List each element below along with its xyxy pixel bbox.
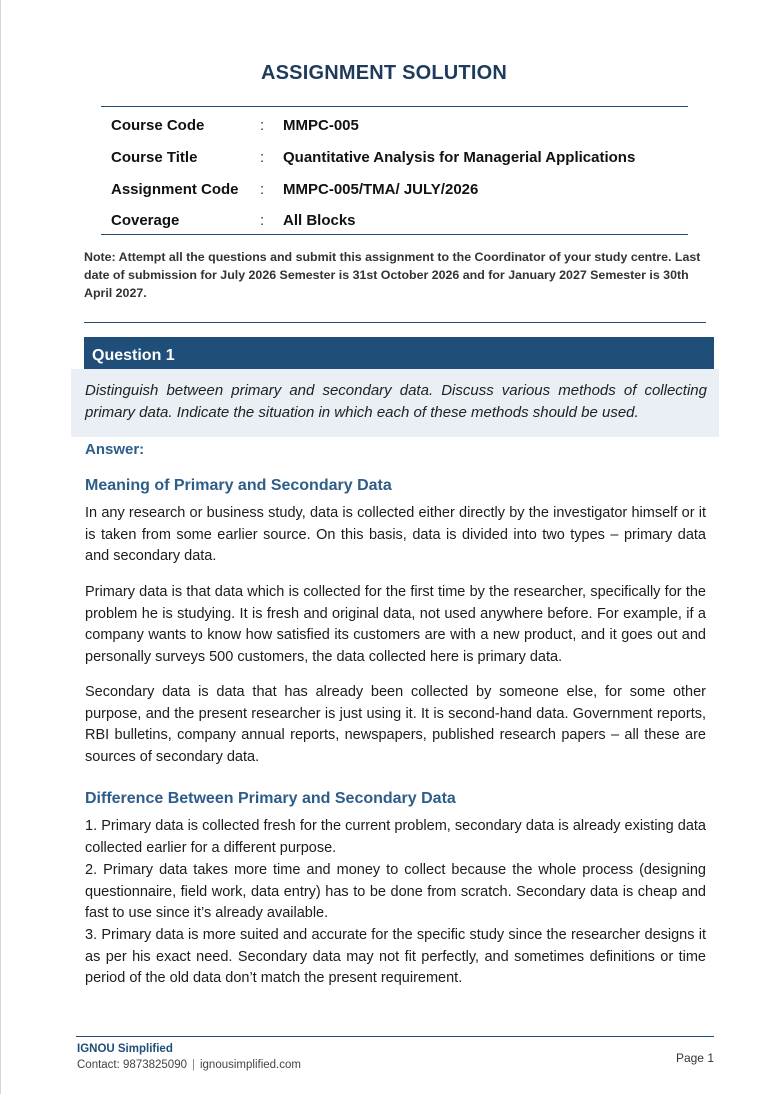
page-title: ASSIGNMENT SOLUTION (260, 62, 508, 84)
submission-note: Note: Attempt all the questions and submit this assignment to the Coordinator of your study centre. Last date of submission for July 2026 Semester is 31st October 2026 and for January 2027 Semester is 30th April 2027. (84, 250, 701, 300)
section-heading-meaning: Meaning of Primary and Secondary Data (85, 477, 392, 494)
footer-separator: | (191, 1059, 195, 1071)
list-item: 1. Primary data is collected fresh for the current problem, secondary data is already existing data collected earlier for a different purpose. (85, 818, 706, 856)
answer-label: Answer: (85, 441, 145, 458)
paragraph: Secondary data is data that has already been collected by someone else, for some other purpose, and the present researcher is just using it. It is second-hand data. Government reports, RBI bulletins, company annual reports, newspapers, published research papers – all these are sources of secondary data. (85, 684, 706, 765)
section-heading-difference: Difference Between Primary and Secondary Data (85, 790, 456, 807)
info-value: All Blocks (283, 212, 356, 229)
info-value: MMPC-005 (283, 117, 359, 134)
info-colon: : (260, 149, 265, 166)
list-item: 2. Primary data takes more time and money to collect because the whole process (designing questionnaire, field work, data entry) has to be done from scratch. Secondary data is cheap and fast to use since it’s already available. (85, 862, 706, 922)
paragraph: Primary data is that data which is collected for the first time by the researcher, specifically for the problem he is studying. It is fresh and original data, not used anywhere before. For example, if a company wants to know how satisfied its customers are with a new product, and it goes out and personally surveys 500 customers, the data collected here is primary data. (85, 584, 706, 665)
footer-phone: Contact: 9873825090 (77, 1059, 187, 1071)
header-rule-bottom (101, 234, 688, 235)
list-item: 3. Primary data is more suited and accurate for the specific study since the researcher designs it as per his exact need. Secondary data may not fit perfectly, and sometimes definitions or time period of the old data don’t match the present requirement. (85, 927, 706, 987)
info-colon: : (260, 117, 265, 134)
footer-contact (77, 1059, 301, 1071)
info-label: Course Code (111, 117, 205, 134)
question-heading: Question 1 (84, 337, 714, 369)
info-colon: : (260, 212, 265, 229)
question-text: Distinguish between primary and secondary data. Discuss various methods of collecting primary data. Indicate the situation in which each of these methods should be used. (85, 382, 707, 421)
section-separator (84, 322, 706, 323)
page-edge (0, 0, 1, 1094)
info-colon: : (260, 181, 265, 198)
footer-website-link[interactable]: ignousimplified.com (199, 1059, 301, 1071)
info-value: Quantitative Analysis for Managerial Applications (283, 149, 636, 166)
info-label: Assignment Code (111, 181, 239, 198)
info-label: Course Title (111, 149, 198, 166)
paragraph: In any research or business study, data is collected either directly by the investigator himself or it is taken from some earlier source. On this basis, data is divided into two types – primary data and secondary data. (85, 505, 706, 565)
footer-rule (76, 1036, 714, 1037)
header-rule-top (101, 106, 688, 107)
info-label: Coverage (111, 212, 180, 229)
footer-brand: IGNOU Simplified (77, 1043, 173, 1055)
info-value: MMPC-005/TMA/ JULY/2026 (283, 181, 479, 198)
page-number: Page 1 (675, 1051, 714, 1065)
